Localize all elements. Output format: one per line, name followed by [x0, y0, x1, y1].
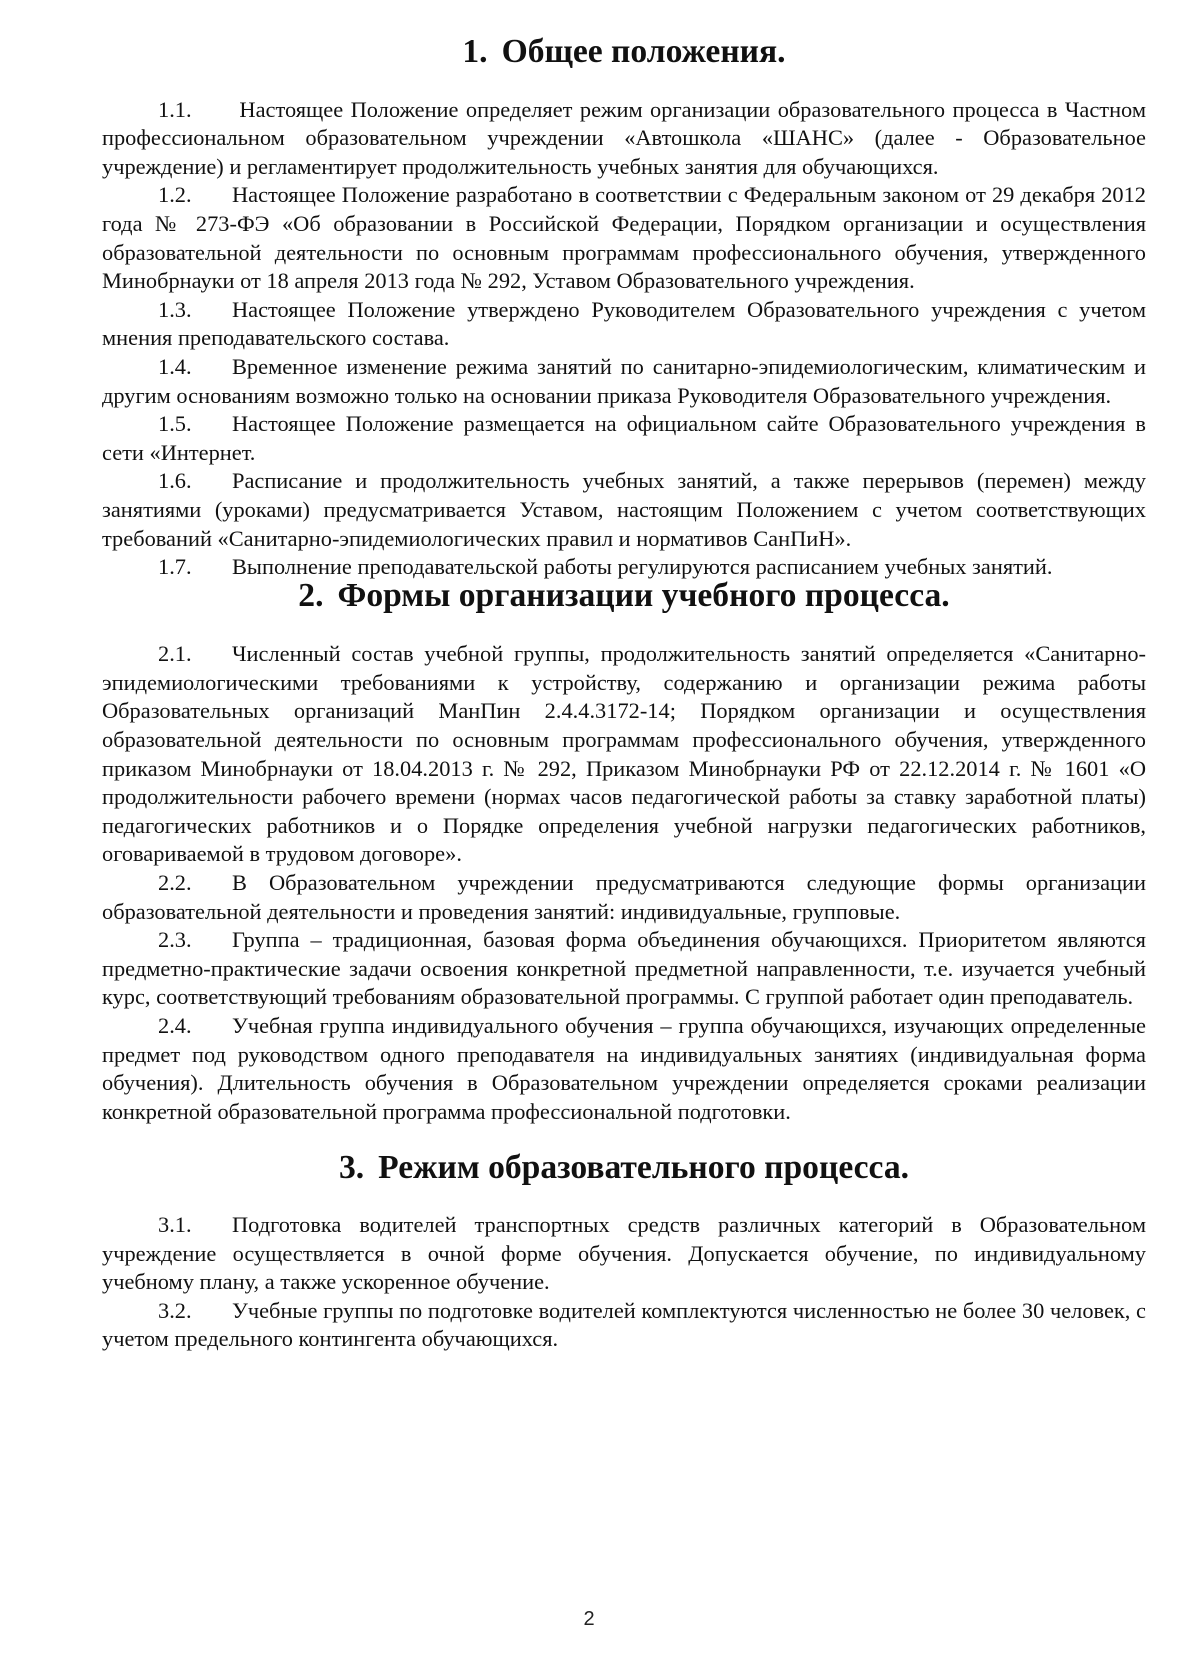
paragraph-3-2 [102, 1297, 1146, 1354]
paragraph-1-2 [102, 181, 1146, 295]
paragraph-number: 1.6. [158, 468, 192, 494]
document-page [102, 33, 1146, 1354]
section-3-heading [102, 1149, 1146, 1187]
paragraph-2-1 [102, 640, 1146, 869]
paragraph-1-3 [102, 296, 1146, 353]
paragraph-text: Численный состав учебной группы, продолжительность занятий определяется «Санитарно-эпидемиологическими требованиями к устройству, содержанию и организации режима работы Образовательных организаций МанПин 2.4.4.3172-14; Порядком организации и осуществления образовательной деятельности по основным программам профессионального обучения, утвержденного приказом Минобрнауки от 18.04.2013 г. № 292, Приказом Минобрнауки РФ от 22.12.2014 г. № 1601 «О продолжительности рабочего времени (нормах часов педагогической работы за ставку заработной платы) педагогических работников и о Порядке определения учебной нагрузки педагогических работников, оговариваемой в трудовом договоре». [102, 641, 1146, 867]
paragraph-1-5 [102, 410, 1146, 467]
paragraph-text: Группа – традиционная, базовая форма объединения обучающихся. Приоритетом являются предметно-практические задачи освоения конкретной предметной направленности, т.е. изучается учебный курс, соответствующий требованиям образовательной программы. С группой работает один преподаватель. [102, 927, 1146, 1010]
section-2-heading [102, 576, 1146, 614]
section-2-number: 2. [298, 576, 324, 614]
paragraph-2-2 [102, 869, 1146, 926]
paragraph-1-4 [102, 353, 1146, 410]
paragraph-number: 1.2. [158, 182, 192, 208]
paragraph-text: Настоящее Положение размещается на официальном сайте Образовательного учреждения в сети «Интернет. [102, 411, 1146, 465]
paragraph-number: 3.1. [158, 1211, 192, 1237]
paragraph-text: Учебная группа индивидуального обучения – группа обучающихся, изучающих определенные предмет под руководством одного преподавателя на индивидуальных занятиях (индивидуальная форма обучения). Длительность обучения в Образовательном учреждении определяется сроками реализации конкретной образовательной программа профессиональной подготовки. [102, 1013, 1146, 1124]
paragraph-number: 1.5. [158, 411, 192, 437]
paragraph-text: В Образовательном учреждении предусматриваются следующие формы организации образовательной деятельности и проведения занятий: индивидуальные, групповые. [102, 870, 1146, 924]
paragraph-text: Выполнение преподавательской работы регулируются расписанием учебных занятий. [232, 554, 1053, 580]
paragraph-number: 2.2. [158, 870, 192, 896]
paragraph-text: Расписание и продолжительность учебных занятий, а также перерывов (перемен) между занятиями (уроками) предусматривается Уставом, настоящим Положением с учетом соответствующих требований «Санитарно-эпидемиологических правил и нормативов СанПиН». [102, 468, 1146, 551]
paragraph-1-1 [102, 96, 1146, 182]
paragraph-text: Временное изменение режима занятий по санитарно-эпидемиологическим, климатическим и другим основаниям возможно только на основании приказа Руководителя Образовательного учреждения. [102, 353, 1146, 408]
paragraph-text: Настоящее Положение определяет режим организации образовательного процесса в Частном профессиональном образовательном учреждении «Автошкола «ШАНС» (далее - Образовательное учреждение) и регламентирует продолжительность учебных занятия для обучающихся. [102, 96, 1146, 179]
paragraph-number: 1.3. [158, 296, 192, 322]
section-3-number: 3. [338, 1149, 365, 1187]
paragraph-number: 2.4. [158, 1013, 192, 1038]
page-number: 2 [583, 1608, 595, 1630]
paragraph-number: 1.1. [158, 96, 192, 122]
paragraph-number: 2.3. [158, 927, 192, 953]
paragraph-text: Настоящее Положение разработано в соответствии с Федеральным законом от 29 декабря 2012 года № 273-ФЭ «Об образовании в Российской Федерации, Порядком организации и осуществления образовательной деятельности по основным программам профессионального обучения, утвержденного Минобрнауки от 18 апреля 2013 года № 292, Уставом Образовательного учреждения. [102, 182, 1146, 294]
paragraph-2-3 [102, 926, 1146, 1012]
paragraph-text: Подготовка водителей транспортных средств различных категорий в Образовательном учреждение осуществляется в очной форме обучения. Допускается обучение, по индивидуальному учебному плану, а также ускоренное обучение. [102, 1211, 1146, 1295]
section-1-number: 1. [462, 33, 488, 70]
paragraph-number: 1.7. [158, 554, 192, 580]
paragraph-number: 3.2. [158, 1297, 192, 1323]
section-3-title: Режим образовательного процесса. [378, 1149, 910, 1187]
paragraph-number: 1.4. [158, 353, 192, 379]
paragraph-text: Настоящее Положение утверждено Руководителем Образовательного учреждения с учетом мнения преподавательского состава. [102, 296, 1146, 351]
section-2-title: Формы организации учебного процесса. [337, 576, 950, 614]
paragraph-2-4 [102, 1012, 1146, 1126]
paragraph-text: Учебные группы по подготовке водителей комплектуются численностью не более 30 человек, с учетом предельного контингента обучающихся. [102, 1297, 1146, 1352]
section-1-heading [102, 33, 1146, 70]
section-1-title: Общее положения. [501, 33, 786, 70]
paragraph-1-6 [102, 467, 1146, 553]
paragraph-3-1 [102, 1211, 1146, 1297]
paragraph-number: 2.1. [158, 641, 192, 667]
